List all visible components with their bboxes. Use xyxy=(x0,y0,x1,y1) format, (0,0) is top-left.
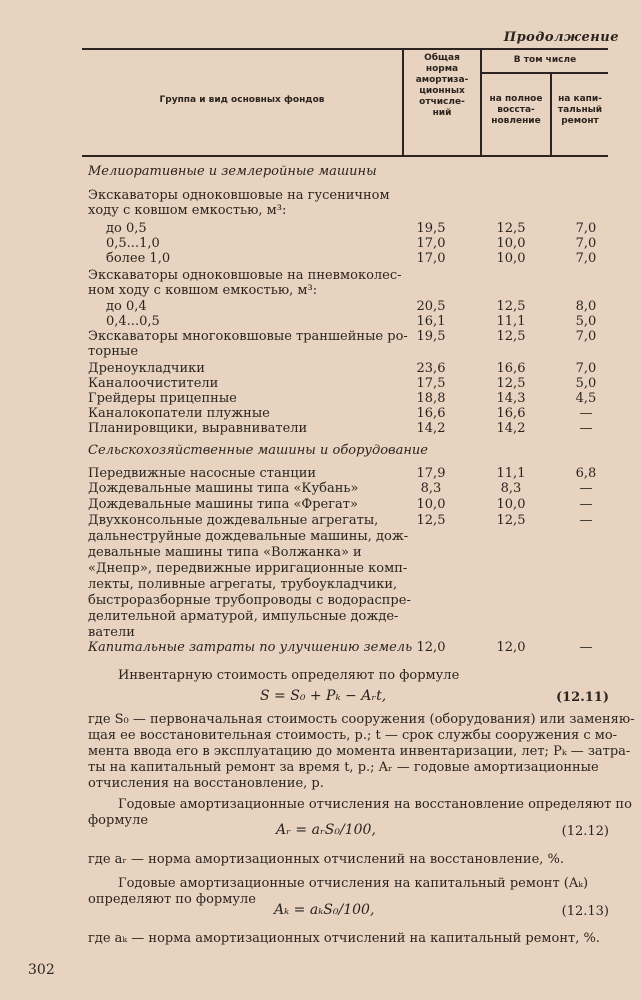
page-number: 302 xyxy=(28,962,55,978)
paragraph-2: где S₀ — первоначальная стоимость сооружения (оборудования) или заменяю- щая ее восстановительная стоимость, р.; t — срок службы сооружения с мо- мента ввода его в эксплуатацию до момента инвентаризации, лет; Pₖ — затра- ты на капитальный ремонт за время t, р.; Aᵣ — годовые амортизационные отчисления на восстановление, р. xyxy=(88,712,635,791)
paragraph-1: Инвентарную стоимость определяют по формуле xyxy=(118,668,460,683)
continuation-label: Продолжение xyxy=(503,30,619,45)
table-row: ном ходу с ковшом емкостью, м³: xyxy=(88,283,318,298)
table-row: Экскаваторы одноковшовые на пневмоколес- xyxy=(88,268,402,283)
table-row: Капитальные затраты по улучшению земель 12,0 12,0 — xyxy=(88,640,593,655)
formula-12-12: Aᵣ = aᵣS₀/100, xyxy=(276,822,376,838)
header-group: Группа и вид основных фондов xyxy=(159,95,325,105)
table-row: дальнеструйные дождевальные машины, дож- xyxy=(88,529,409,544)
table-row: делительной арматурой, импульсные дожде- xyxy=(88,609,399,624)
table-row: Передвижные насосные станции 17,9 11,1 6,8 xyxy=(88,466,597,481)
equation-number-12-11: (12.11) xyxy=(555,690,609,705)
table-row: Каналокопатели плужные 16,6 16,6 — xyxy=(88,406,593,421)
header-top-rule xyxy=(82,48,608,50)
paragraph-4: где aᵣ — норма амортизационных отчислений на восстановление, %. xyxy=(88,852,565,867)
formula-12-13: Aₖ = aₖS₀/100, xyxy=(274,902,375,918)
header-including: В том числе xyxy=(513,55,577,65)
table-row: более 1,0 17,0 10,0 7,0 xyxy=(106,251,597,266)
equation-number-12-12: (12.12) xyxy=(561,824,609,839)
section-agricultural: Сельскохозяйственные машины и оборудование xyxy=(88,443,428,458)
formula-12-11: S = S₀ + Pₖ − Aᵣt, xyxy=(260,688,387,704)
table-row: Дреноукладчики 23,6 16,6 7,0 xyxy=(88,361,597,376)
table-row: Экскаваторы многоковшовые траншейные ро- 19,5 12,5 7,0 xyxy=(88,329,597,344)
table-row: Каналоочистители 17,5 12,5 5,0 xyxy=(88,376,597,391)
table-header xyxy=(82,48,608,156)
table-row: Планировщики, выравниватели 14,2 14,2 — xyxy=(88,421,593,436)
table-row: девальные машины типа «Волжанка» и xyxy=(88,545,362,560)
table-row: Экскаваторы одноковшовые на гусеничном xyxy=(88,188,390,203)
table-row: до 0,5 19,5 12,5 7,0 xyxy=(106,221,597,236)
table-row: Дождевальные машины типа «Фрегат» 10,0 10,0 — xyxy=(88,497,593,512)
header-full-restoration: на полное восста- новление xyxy=(489,94,543,126)
table-row: ходу с ковшом емкостью, м³: xyxy=(88,203,287,218)
table-row: «Днепр», передвижные ирригационные комп- xyxy=(88,561,408,576)
table-row: 0,5...1,0 17,0 10,0 7,0 xyxy=(106,236,597,251)
table-row: ватели xyxy=(88,625,135,640)
table-row: быстроразборные трубопроводы с водораспре- xyxy=(88,593,411,608)
table-row: Двухконсольные дождевальные агрегаты, 12,5 12,5 — xyxy=(88,513,593,528)
paragraph-3: Годовые амортизационные отчисления на восстановление определяют по формуле xyxy=(88,797,632,828)
header-total-rate: Общая норма амортиза- ционных отчисле- ний xyxy=(415,53,469,118)
header-capital-repair: на капи- тальный ремонт xyxy=(557,94,603,126)
paragraph-6: где aₖ — норма амортизационных отчислений на капитальный ремонт, %. xyxy=(88,931,600,946)
header-bottom-rule xyxy=(82,155,608,157)
equation-number-12-13: (12.13) xyxy=(561,904,609,919)
header-mid-rule xyxy=(480,72,608,74)
paragraph-5: Годовые амортизационные отчисления на капитальный ремонт (Aₖ) определяют по формуле xyxy=(88,876,589,907)
table-row: 0,4...0,5 16,1 11,1 5,0 xyxy=(106,314,597,329)
table-row: Дождевальные машины типа «Кубань» 8,3 8,3 — xyxy=(88,481,593,496)
table-row: торные xyxy=(88,344,139,359)
table-row: до 0,4 20,5 12,5 8,0 xyxy=(106,299,597,314)
section-melioration: Мелиоративные и землеройные машины xyxy=(88,164,377,179)
table-row: Грейдеры прицепные 18,8 14,3 4,5 xyxy=(88,391,597,406)
table-row: лекты, поливные агрегаты, трубоукладчики, xyxy=(88,577,398,592)
